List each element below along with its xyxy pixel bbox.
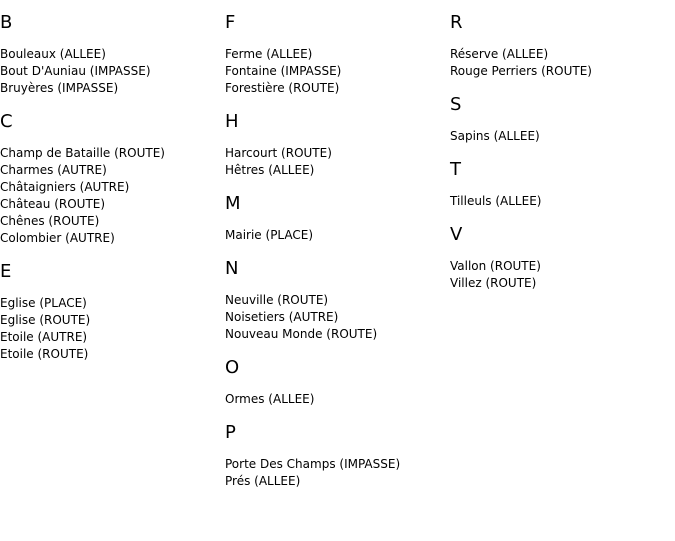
street-list [0, 295, 225, 363]
street-list-item [450, 128, 675, 145]
street-list [450, 258, 675, 292]
street-list-item [225, 309, 450, 326]
street-list [225, 292, 450, 343]
street-list-item [0, 162, 225, 179]
letter-heading: V [450, 224, 463, 245]
street-list-item [225, 63, 450, 80]
street-list [225, 456, 450, 490]
street-link[interactable]: Villez (ROUTE) [450, 276, 537, 290]
street-list [225, 391, 450, 408]
street-index-column-3 [450, 12, 675, 306]
street-list-item [0, 196, 225, 213]
street-list-item [225, 46, 450, 63]
street-link[interactable]: Vallon (ROUTE) [450, 259, 541, 273]
street-list-item [225, 292, 450, 309]
street-link[interactable]: Tilleuls (ALLEE) [450, 194, 542, 208]
letter-group-h [225, 111, 450, 179]
street-link[interactable]: Harcourt (ROUTE) [225, 146, 332, 160]
street-list-item [225, 391, 450, 408]
street-list-item [0, 63, 225, 80]
street-link[interactable]: Hêtres (ALLEE) [225, 163, 315, 177]
street-index-column-1 [0, 12, 225, 377]
street-list [0, 46, 225, 97]
letter-heading: O [225, 357, 240, 378]
street-link[interactable]: Chênes (ROUTE) [0, 214, 100, 228]
street-link[interactable]: Ormes (ALLEE) [225, 392, 315, 406]
street-link[interactable]: Etoile (ROUTE) [0, 347, 89, 361]
street-list-item [0, 312, 225, 329]
street-link[interactable]: Forestière (ROUTE) [225, 81, 340, 95]
street-list-item [0, 230, 225, 247]
street-list-item [450, 46, 675, 63]
street-list-item [225, 162, 450, 179]
letter-heading: C [0, 111, 13, 132]
street-list-item [225, 473, 450, 490]
street-link[interactable]: Rouge Perriers (ROUTE) [450, 64, 592, 78]
street-link[interactable]: Neuville (ROUTE) [225, 293, 329, 307]
street-list-item [225, 326, 450, 343]
street-list [450, 193, 675, 210]
street-link[interactable]: Champ de Bataille (ROUTE) [0, 146, 165, 160]
street-list-item [0, 329, 225, 346]
street-list-item [225, 456, 450, 473]
street-link[interactable]: Etoile (AUTRE) [0, 330, 88, 344]
letter-group-o [225, 357, 450, 408]
street-link[interactable]: Fontaine (IMPASSE) [225, 64, 342, 78]
letter-group-e [0, 261, 225, 363]
street-link[interactable]: Bout D'Auniau (IMPASSE) [0, 64, 151, 78]
street-list-item [225, 145, 450, 162]
street-link[interactable]: Château (ROUTE) [0, 197, 106, 211]
letter-group-s [450, 94, 675, 145]
letter-group-p [225, 422, 450, 490]
street-link[interactable]: Eglise (ROUTE) [0, 313, 91, 327]
street-list [450, 128, 675, 145]
street-list [0, 145, 225, 247]
letter-group-c [0, 111, 225, 247]
street-link[interactable]: Colombier (AUTRE) [0, 231, 115, 245]
street-link[interactable]: Châtaigniers (AUTRE) [0, 180, 130, 194]
letter-heading: P [225, 422, 236, 443]
letter-heading: B [0, 12, 13, 33]
letter-heading: T [450, 159, 461, 180]
letter-heading: M [225, 193, 241, 214]
street-index-column-2 [225, 12, 450, 504]
street-link[interactable]: Bruyères (IMPASSE) [0, 81, 119, 95]
letter-group-n [225, 258, 450, 343]
letter-heading: H [225, 111, 239, 132]
letter-heading: R [450, 12, 463, 33]
street-list-item [225, 80, 450, 97]
street-list-item [0, 213, 225, 230]
street-link[interactable]: Ferme (ALLEE) [225, 47, 313, 61]
letter-group-r [450, 12, 675, 80]
letter-group-v [450, 224, 675, 292]
street-link[interactable]: Charmes (AUTRE) [0, 163, 107, 177]
street-link[interactable]: Mairie (PLACE) [225, 228, 314, 242]
street-link[interactable]: Nouveau Monde (ROUTE) [225, 327, 378, 341]
street-link[interactable]: Porte Des Champs (IMPASSE) [225, 457, 401, 471]
street-link[interactable]: Eglise (PLACE) [0, 296, 87, 310]
street-list [225, 46, 450, 97]
street-list-item [0, 295, 225, 312]
street-link[interactable]: Bouleaux (ALLEE) [0, 47, 106, 61]
street-list-item [450, 258, 675, 275]
letter-heading: E [0, 261, 12, 282]
street-list-item [0, 346, 225, 363]
letter-heading: F [225, 12, 236, 33]
street-link[interactable]: Sapins (ALLEE) [450, 129, 540, 143]
street-list [225, 227, 450, 244]
street-list-item [225, 227, 450, 244]
letter-heading: S [450, 94, 462, 115]
street-list-item [450, 63, 675, 80]
street-list-item [450, 275, 675, 292]
street-list-item [0, 46, 225, 63]
street-list [450, 46, 675, 80]
letter-group-t [450, 159, 675, 210]
street-list [225, 145, 450, 179]
street-link[interactable]: Réserve (ALLEE) [450, 47, 549, 61]
street-link[interactable]: Noisetiers (AUTRE) [225, 310, 339, 324]
street-list-item [0, 80, 225, 97]
letter-group-b [0, 12, 225, 97]
letter-heading: N [225, 258, 239, 279]
letter-group-f [225, 12, 450, 97]
letter-group-m [225, 193, 450, 244]
street-list-item [0, 179, 225, 196]
street-list-item [0, 145, 225, 162]
street-list-item [450, 193, 675, 210]
street-link[interactable]: Prés (ALLEE) [225, 474, 301, 488]
